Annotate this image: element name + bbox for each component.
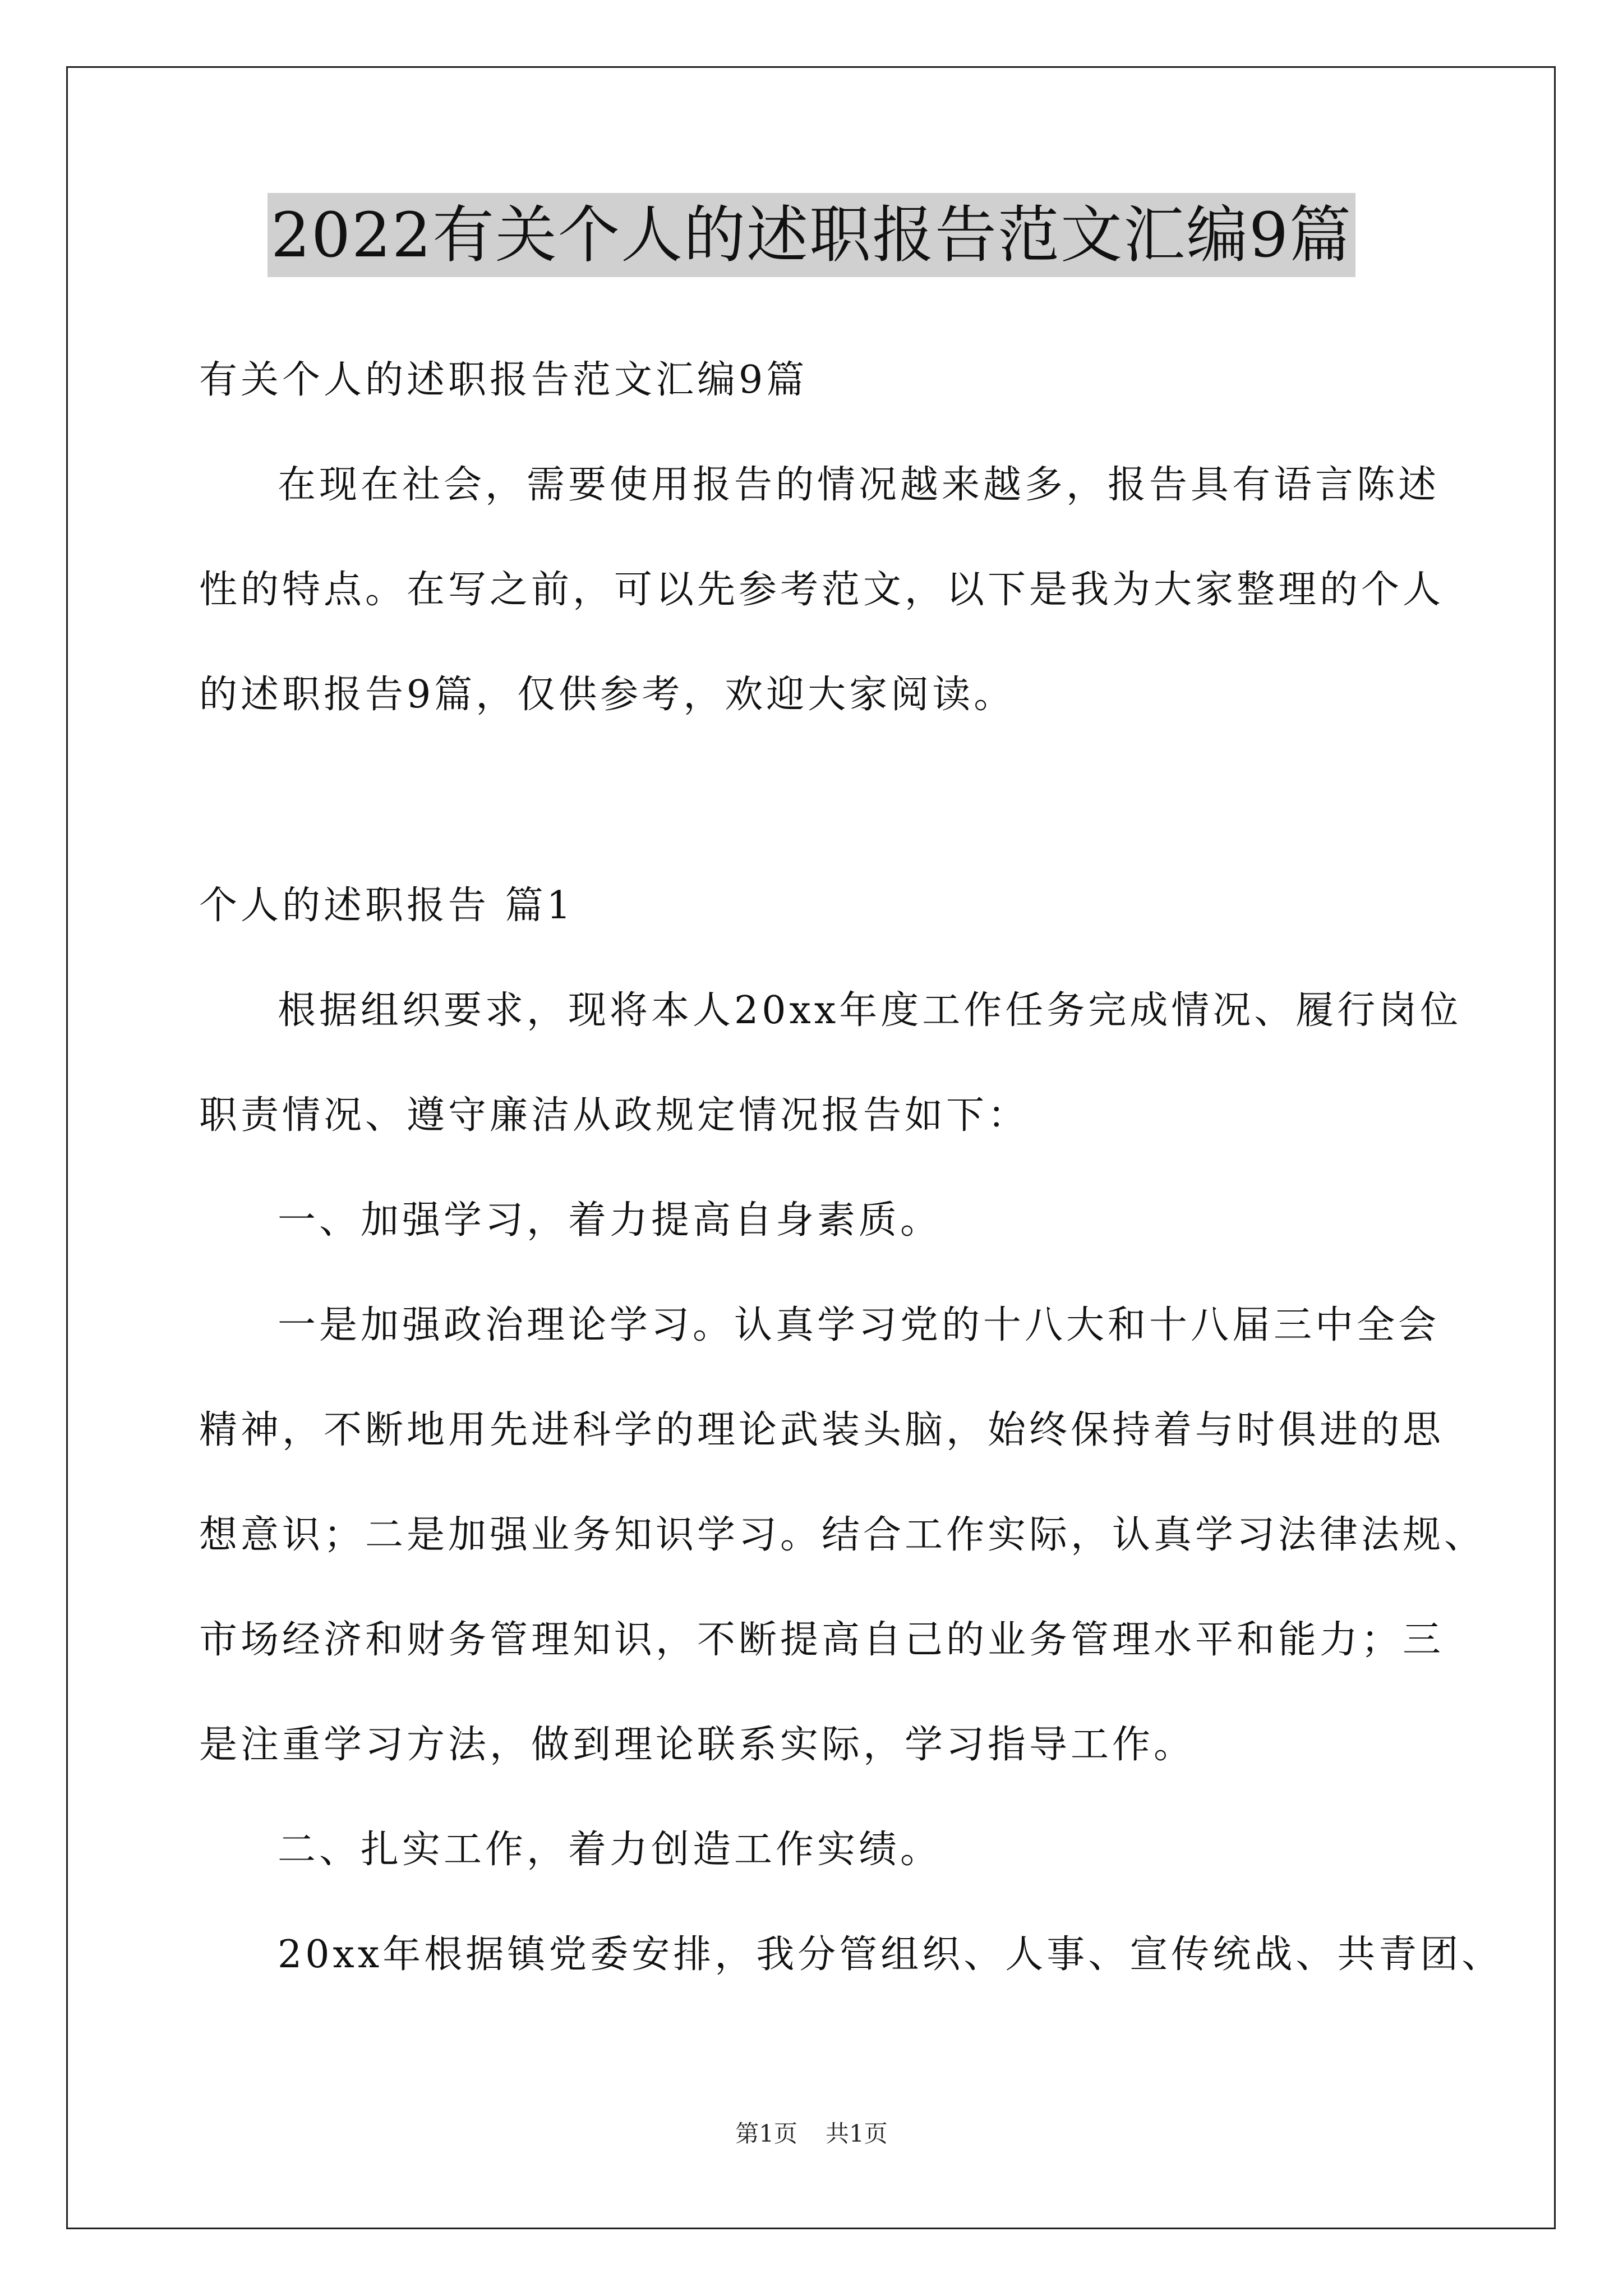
document-title: 2022有关个人的述职报告范文汇编9篇 bbox=[268, 193, 1355, 277]
paragraph-line: 一是加强政治理论学习。认真学习党的十八大和十八届三中全会 bbox=[278, 1303, 1440, 1347]
intro-line-1: 在现在社会，需要使用报告的情况越来越多，报告具有语言陈述 bbox=[278, 463, 1440, 507]
paragraph-line: 精神，不断地用先进科学的理论武装头脑，始终保持着与时俱进的思 bbox=[199, 1408, 1445, 1452]
paragraph-line: 市场经济和财务管理知识，不断提高自己的业务管理水平和能力；三 bbox=[199, 1618, 1445, 1662]
intro-line-3: 的述职报告9篇，仅供参考，欢迎大家阅读。 bbox=[199, 673, 1016, 717]
page-total: 共1页 bbox=[826, 2120, 888, 2147]
paragraph-line: 根据组织要求，现将本人20xx年度工作任务完成情况、履行岗位 bbox=[278, 988, 1462, 1033]
subtitle-line: 有关个人的述职报告范文汇编9篇 bbox=[199, 358, 808, 402]
page-number: 第1页 bbox=[735, 2120, 797, 2147]
title-wrapper bbox=[0, 193, 1623, 277]
intro-line-2: 性的特点。在写之前，可以先参考范文，以下是我为大家整理的个人 bbox=[199, 568, 1445, 612]
paragraph-line: 是注重学习方法，做到理论联系实际，学习指导工作。 bbox=[199, 1723, 1196, 1767]
subheading-line: 一、加强学习，着力提高自身素质。 bbox=[278, 1198, 942, 1243]
section-heading: 个人的述职报告 篇1 bbox=[199, 884, 574, 928]
paragraph-line: 想意识；二是加强业务知识学习。结合工作实际，认真学习法律法规、 bbox=[199, 1513, 1486, 1557]
subheading-line: 二、扎实工作，着力创造工作实绩。 bbox=[278, 1828, 942, 1872]
page-footer bbox=[0, 2117, 1623, 2151]
paragraph-line: 职责情况、遵守廉洁从政规定情况报告如下： bbox=[199, 1093, 1030, 1138]
paragraph-line: 20xx年根据镇党委安排，我分管组织、人事、宣传统战、共青团、 bbox=[278, 1932, 1504, 1977]
